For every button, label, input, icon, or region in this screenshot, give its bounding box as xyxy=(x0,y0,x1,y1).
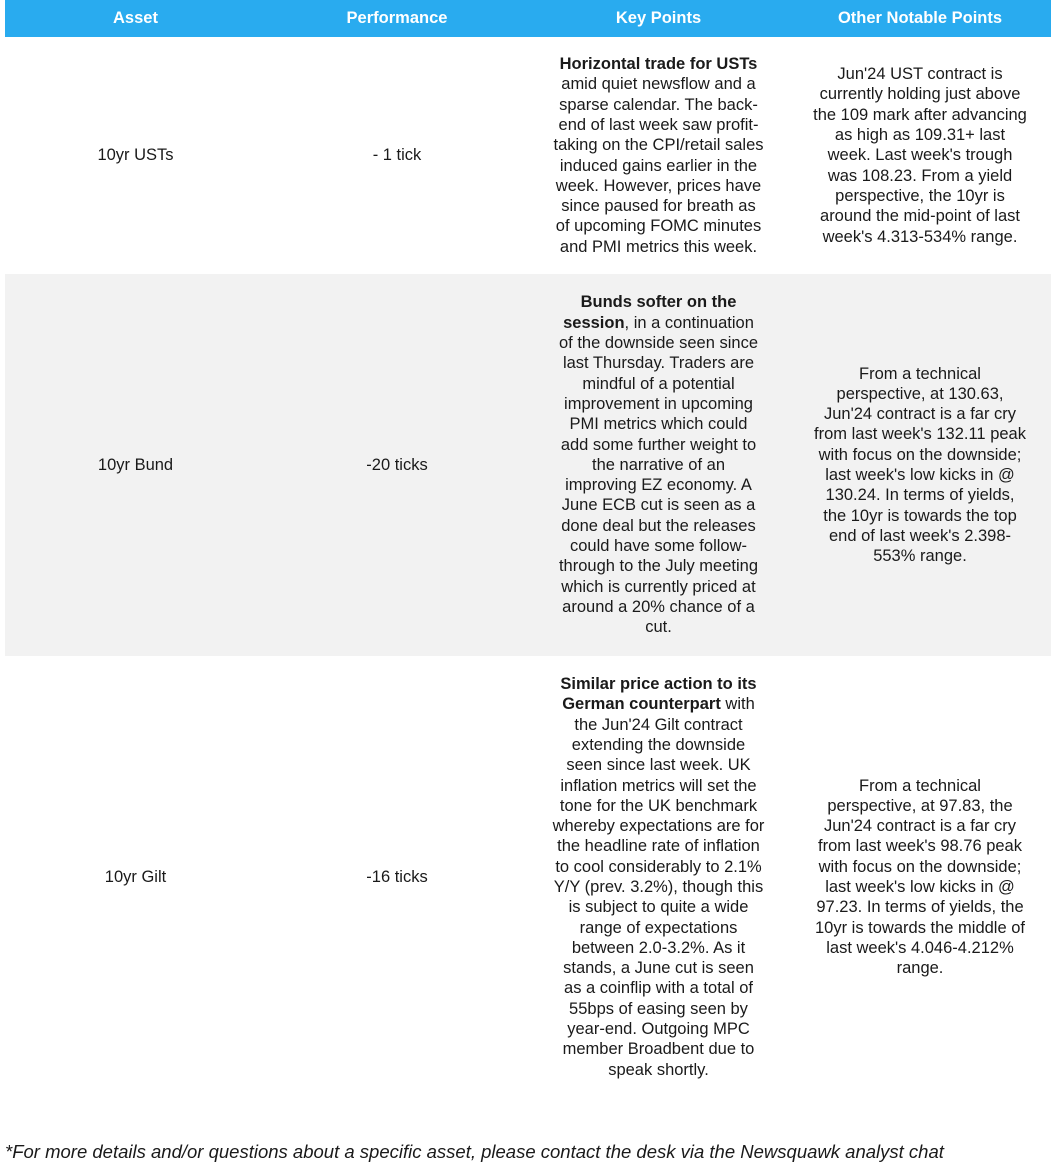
key-points-cell xyxy=(528,656,789,1098)
table-row xyxy=(5,37,1051,274)
key-points-text: , in a continuation of the downside seen since last Thursday. Traders are mindful of a potential improvement in upcoming PMI metrics which could add some further weight to the narrative of an improving EZ economy. A June ECB cut is seen as a done deal but the releases could have some follow-through to the July meeting which is currently priced at around a 20% chance of a cut. xyxy=(558,313,759,637)
asset-performance-table xyxy=(5,0,1051,1098)
footnote: *For more details and/or questions about a specific asset, please contact the desk via the Newsquawk analyst chat xyxy=(5,1141,944,1162)
key-points-headline: Horizontal trade for USTs xyxy=(559,55,758,74)
key-points-text: amid quiet newsflow and a sparse calendar. The back-end of last week saw profit-taking on the CPI/retail sales induced gains earlier in the week. However, prices have since paused for breath as of upcoming FOMC minutes and PMI metrics this week. xyxy=(553,75,764,256)
table-row xyxy=(5,656,1051,1098)
performance-cell: - 1 tick xyxy=(372,146,422,165)
performance-cell: -16 ticks xyxy=(366,867,428,886)
other-points-text: Jun'24 UST contract is currently holding just above the 109 mark after advancing as high as 109.31+ last week. Last week's trough was 108.23. From a yield perspective, the 10yr is around the mid-point of last week's 4.313-534% range. xyxy=(813,65,1027,246)
table-header-row xyxy=(5,0,1051,37)
performance-cell: -20 ticks xyxy=(266,274,528,656)
key-points-cell xyxy=(528,37,789,274)
other-points-cell xyxy=(789,37,1051,274)
asset-cell: 10yr Gilt xyxy=(104,867,167,886)
key-points-text: with the Jun'24 Gilt contract extending the downside seen since last week. UK inflation metrics will set the tone for the UK benchmark whereby expectations are for the headline rate of inflation to cool considerably to 2.1% Y/Y (prev. 3.2%), though this is subject to quite a wide range of expectations between 2.0-3.2%. As it stands, a June cut is seen as a coinflip with a total of 55bps of easing seen by year-end. Outgoing MPC member Broadbent due to speak shortly. xyxy=(552,695,765,1079)
other-points-cell xyxy=(789,656,1051,1098)
header-performance: Performance xyxy=(266,0,528,37)
other-points-text: From a technical perspective, at 97.83, the Jun'24 contract is a far cry from last week's 98.76 peak with focus on the downside; last week's low kicks in @ 97.23. In terms of yields, the 10yr is towards the middle of last week's 4.046-4.212% range. xyxy=(814,776,1025,978)
other-points-text: From a technical perspective, at 130.63, Jun'24 contract is a far cry from last week's 132.11 peak with focus on the downside; last week's low kicks in @ 130.24. In terms of yields, the 10yr is towards the top end of last week's 2.398-553% range. xyxy=(814,364,1026,566)
header-key-points: Key Points xyxy=(528,0,789,37)
key-points-headline: Bunds softer on the session xyxy=(563,293,737,332)
header-asset: Asset xyxy=(5,0,266,37)
asset-cell: 10yr USTs xyxy=(97,146,174,165)
table-row xyxy=(5,274,1051,656)
key-points-cell xyxy=(528,274,789,656)
header-other-points: Other Notable Points xyxy=(789,0,1051,37)
other-points-cell xyxy=(789,274,1051,656)
asset-cell: 10yr Bund xyxy=(5,274,266,656)
key-points-headline: Similar price action to its German counterpart xyxy=(560,675,757,714)
